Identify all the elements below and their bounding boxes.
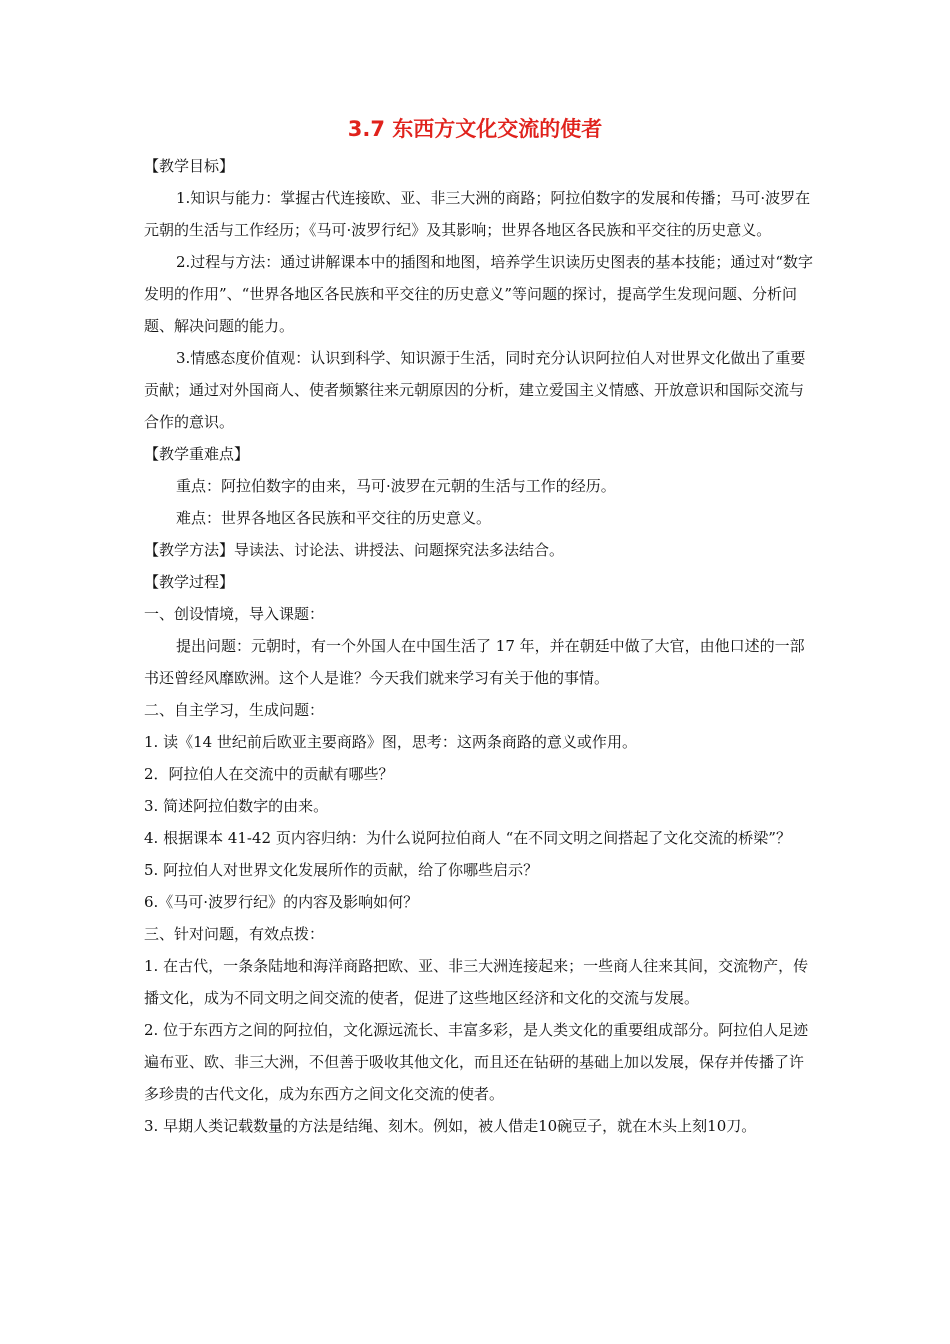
objective-process: 2.过程与方法：通过讲解课本中的插图和地图，培养学生识读历史图表的基本技能；通过对“数字发明的作用”、“世界各地区各民族和平交往的历史意义”等问题的探讨，提高学生发现问题、分析问题、解决问题的能力。 bbox=[144, 253, 813, 335]
step-heading-self-study: 二、自主学习，生成问题： bbox=[144, 701, 325, 719]
difficult-point: 难点：世界各地区各民族和平交往的历史意义。 bbox=[176, 509, 492, 527]
guidance-item: 1. 在古代，一条条陆地和海洋商路把欧、亚、非三大洲连接起来；一些商人往来其间，交流物产，传播文化，成为不同文明之间交流的使者，促进了这些地区经济和文化的交流与发展。 bbox=[144, 957, 809, 1007]
question-item: 2．阿拉伯人在交流中的贡献有哪些？ bbox=[144, 765, 394, 783]
key-point: 重点：阿拉伯数字的由来，马可·波罗在元朝的生活与工作的经历。 bbox=[176, 477, 616, 495]
question-item: 4. 根据课本 41-42 页内容归纳：为什么说阿拉伯商人 “在不同文明之间搭起了文化交流的桥梁”？ bbox=[144, 829, 791, 847]
guidance-item: 2. 位于东西方之间的阿拉伯，文化源远流长、丰富多彩，是人类文化的重要组成部分。阿拉伯人足迹遍布亚、欧、非三大洲，不但善于吸收其他文化，而且还在钻研的基础上加以发展，保存并传播了许多珍贵的古代文化，成为东西方之间文化交流的使者。 bbox=[144, 1021, 809, 1103]
step-heading-guidance: 三、针对问题，有效点拨： bbox=[144, 925, 325, 943]
section-heading-key-points: 【教学重难点】 bbox=[144, 445, 250, 463]
objective-values: 3.情感态度价值观：认识到科学、知识源于生活，同时充分认识阿拉伯人对世界文化做出了重要贡献；通过对外国商人、使者频繁往来元朝原因的分析，建立爱国主义情感、开放意识和国际交流与合作的意识。 bbox=[144, 349, 806, 431]
question-item: 1. 读《14 世纪前后欧亚主要商路》图，思考：这两条商路的意义或作用。 bbox=[144, 733, 637, 751]
introduction-question: 提出问题：元朝时，有一个外国人在中国生活了 17 年，并在朝廷中做了大官，由他口述的一部书还曾经风靡欧洲。这个人是谁？今天我们就来学习有关于他的事情。 bbox=[144, 637, 805, 687]
step-heading-introduction: 一、创设情境，导入课题： bbox=[144, 605, 325, 623]
document-title: 3.7 东西方文化交流的使者 bbox=[347, 117, 603, 141]
section-heading-process: 【教学过程】 bbox=[144, 573, 235, 591]
objective-knowledge: 1.知识与能力：掌握古代连接欧、亚、非三大洲的商路；阿拉伯数字的发展和传播；马可·波罗在元朝的生活与工作经历；《马可·波罗行纪》及其影响；世界各地区各民族和平交往的历史意义。 bbox=[144, 189, 811, 239]
section-heading-objectives: 【教学目标】 bbox=[144, 157, 235, 175]
document-body bbox=[144, 150, 814, 1142]
question-item: 5. 阿拉伯人对世界文化发展所作的贡献，给了你哪些启示？ bbox=[144, 861, 539, 879]
question-item: 3. 简述阿拉伯数字的由来。 bbox=[144, 797, 329, 815]
guidance-item: 3. 早期人类记载数量的方法是结绳、刻木。例如，被人借走10碗豆子，就在木头上刻10刀。 bbox=[144, 1117, 757, 1135]
question-item: 6.《马可·波罗行纪》的内容及影响如何？ bbox=[144, 893, 419, 911]
section-heading-methods: 【教学方法】导读法、讨论法、讲授法、问题探究法多法结合。 bbox=[144, 541, 565, 559]
